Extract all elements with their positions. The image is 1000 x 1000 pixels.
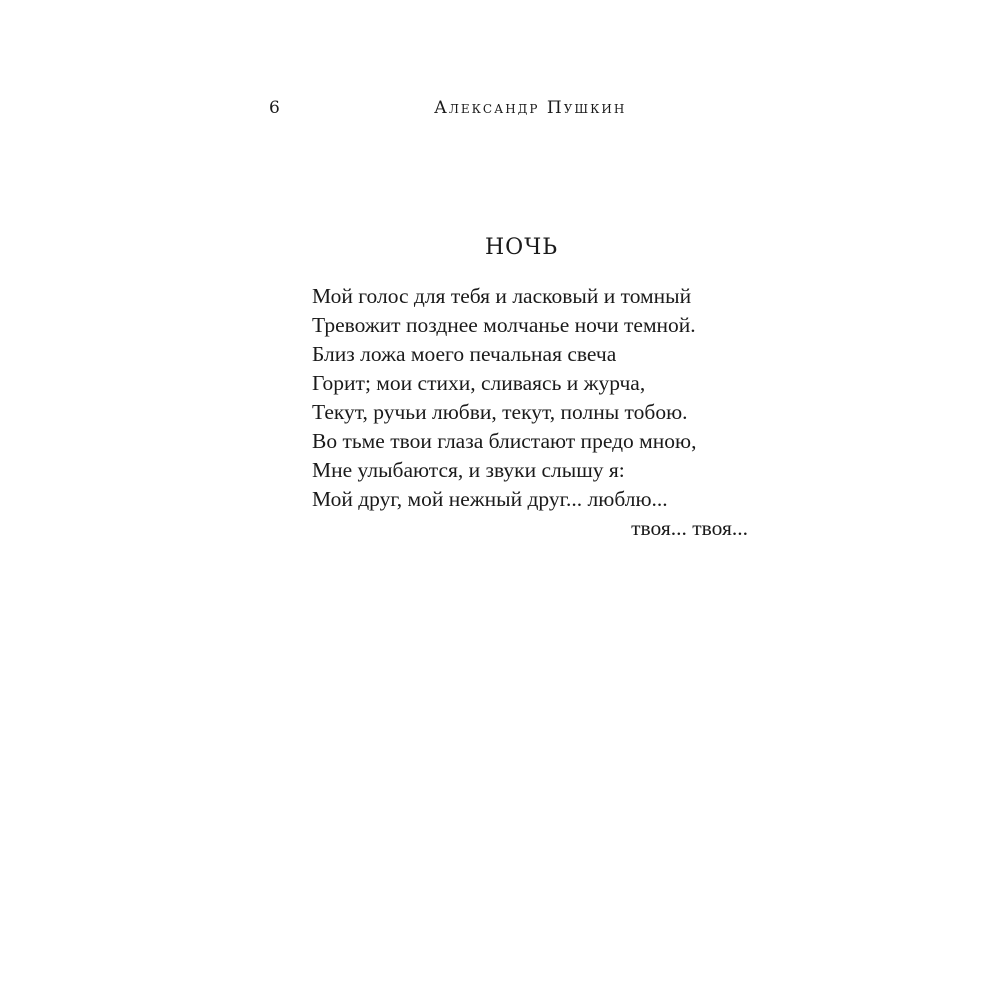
poem-line: Близ ложа моего печальная свеча <box>312 342 617 366</box>
poem-title: НОЧЬ <box>484 235 559 260</box>
poem-line: Во тьме твои глаза блистают предо мною, <box>312 429 697 453</box>
page-number: 6 <box>269 98 281 118</box>
poem-line-final: твоя... твоя... <box>631 516 748 540</box>
poem-line: Мне улыбаются, и звуки слышу я: <box>312 458 625 482</box>
poem-line: Горит; мои стихи, сливаясь и журча, <box>312 371 646 395</box>
poem-line: Текут, ручьи любви, текут, полны тобою. <box>312 400 688 424</box>
poem-line: Мой друг, мой нежный друг... люблю... <box>312 487 668 511</box>
poem-line: Тревожит позднее молчанье ночи темной. <box>312 313 696 337</box>
poem-body <box>312 282 752 543</box>
running-head-author: Александр Пушкин <box>434 98 627 118</box>
poem-line: Мой голос для тебя и ласковый и томный <box>312 284 692 308</box>
